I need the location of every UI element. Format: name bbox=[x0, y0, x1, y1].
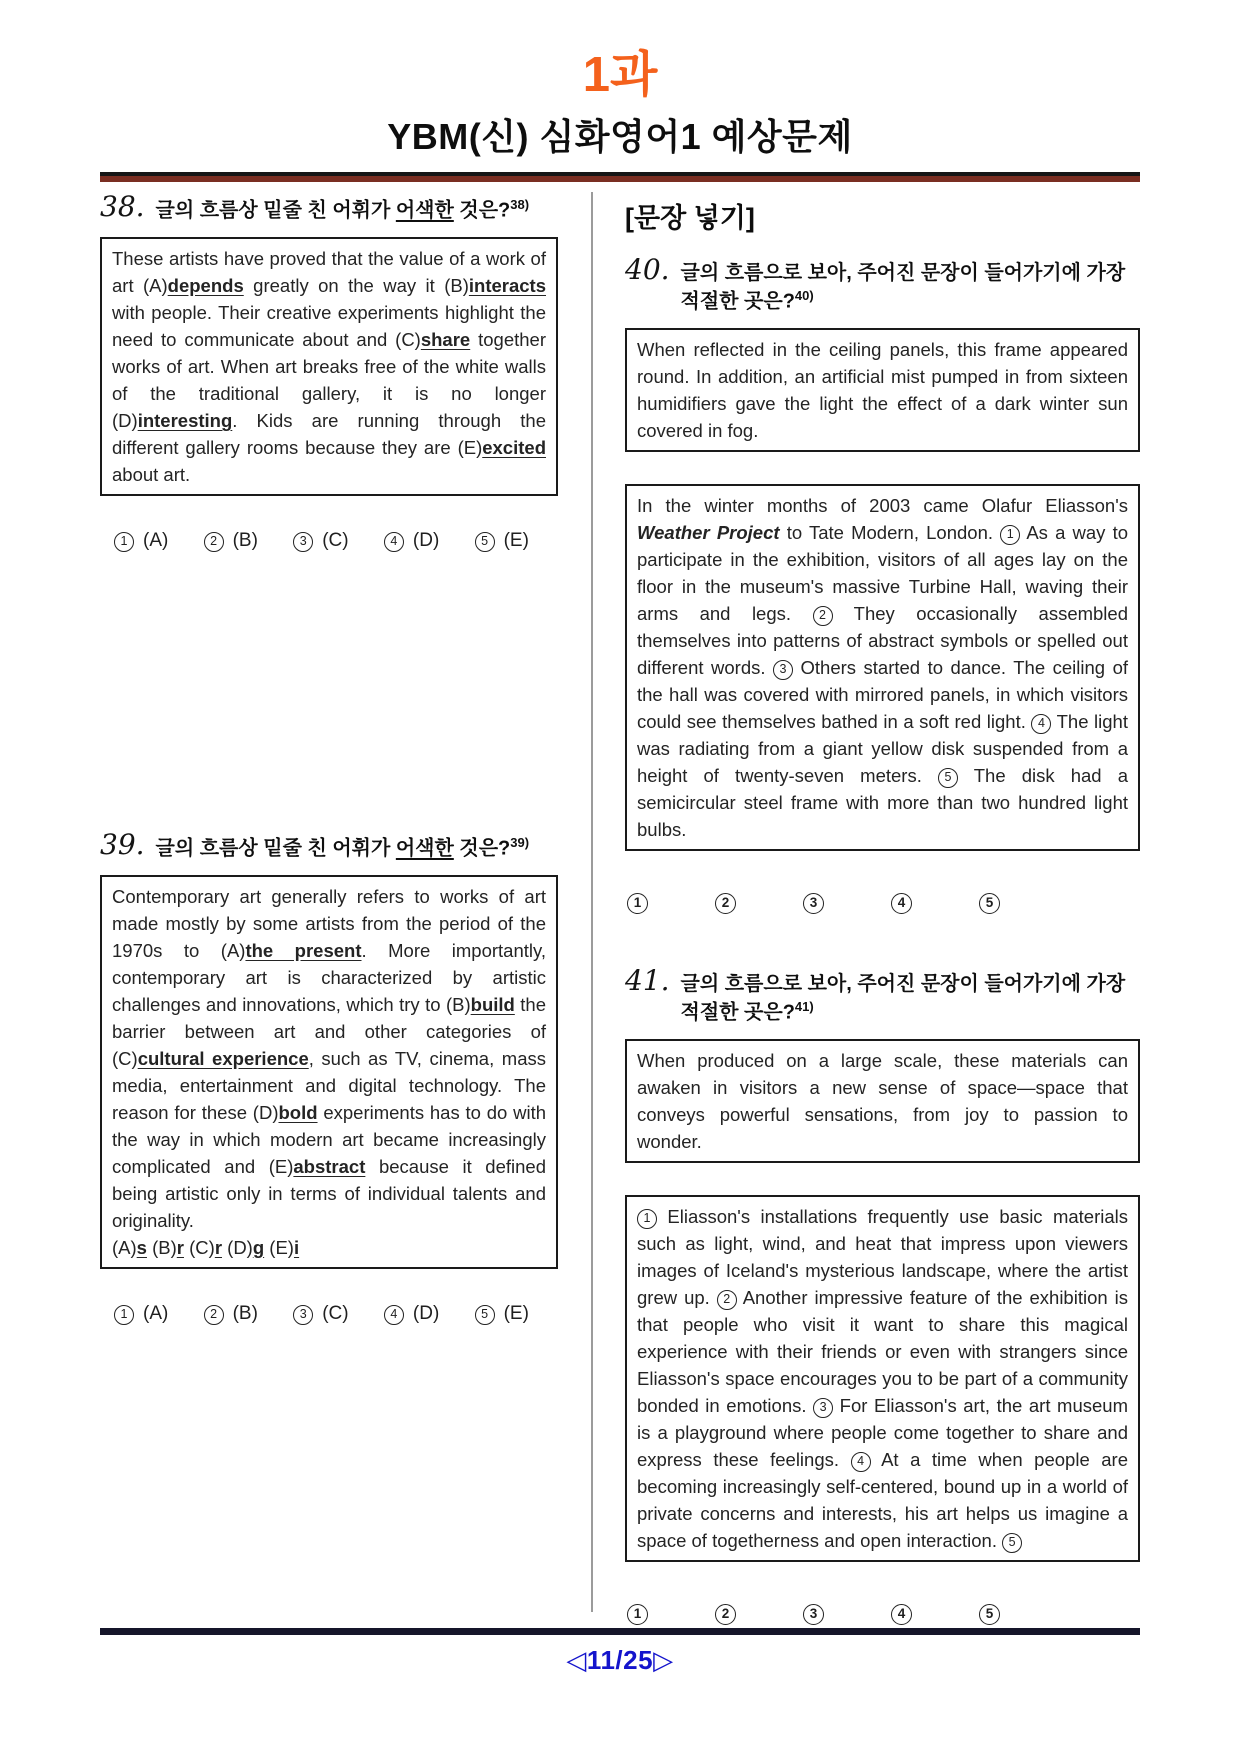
content-columns bbox=[100, 192, 1140, 1624]
right-column bbox=[625, 192, 1140, 1624]
passage-text: These artists have proved that the value of a work of art (A)depends greatly on the way it (B)interacts with people. Their creative experiments highlight the need to communicate about and (C)share together works of art. When art breaks free of the white walls of the traditional gallery, it is no longer (D)interesting. Kids are running through the different gallery rooms because they are (E)excited about art. bbox=[112, 248, 546, 486]
choice-label: (E) bbox=[503, 530, 529, 552]
question-39-header bbox=[100, 830, 558, 863]
choice-option-2[interactable]: 2 bbox=[715, 893, 736, 914]
answer-hint-line: (A)s (B)r (C)r (D)g (E)i bbox=[112, 1236, 300, 1258]
question-40-header bbox=[625, 255, 1140, 316]
question-39 bbox=[100, 830, 558, 1325]
question-40-choices bbox=[625, 893, 1140, 914]
question-38-header bbox=[100, 192, 558, 225]
passage-text: Contemporary art generally refers to works of art made mostly by some artists from the period of the 1970s to (A)the present. More importantly, contemporary art is characterized by artistic challenges and innovations, which try to (B)build the barrier between art and other categories of (C)cultural experience, such as TV, cinema, mass media, entertainment and digital technology. The reason for these (D)bold experiments has to do with the way in which modern art became increasingly complicated and (E)abstract because it defined being artistic only in terms of individual talents and originality. bbox=[112, 885, 547, 1231]
passage-text: 1 Eliasson's installations frequently use basic materials such as light, wind, and heat that impress upon viewers images of Iceland's mysterious landscape, where the artist grew up. 2 Another impressive feature of the exhibition is that people who visit it want to share this magical experience with their friends or even with strangers since Eliasson's space encourages you to be part of a community bonded in emotions. 3 For Eliasson's art, the art museum is a playground where people come together to share and express these feelings. 4 At a time when people are becoming increasingly self-centered, bound up in a world of private concerns and interests, his art helps us imagine a space of togetherness and open interaction. 5 bbox=[637, 1205, 1129, 1551]
question-41-passage-box bbox=[625, 1195, 1140, 1562]
given-sentence-text: When reflected in the ceiling panels, this frame appeared round. In addition, an artificial mist pumped in from sixteen humidifiers gave the light the effect of a dark winter sun covered in fog. bbox=[637, 339, 1128, 442]
footer-rule bbox=[100, 1628, 1140, 1635]
page-header bbox=[0, 0, 1240, 160]
choice-option-5[interactable]: 5 bbox=[979, 1604, 1000, 1625]
column-divider bbox=[591, 192, 593, 1612]
circled-number: 3 bbox=[293, 1305, 313, 1325]
left-column bbox=[100, 192, 558, 1624]
passage-text: In the winter months of 2003 came Olafur Eliasson's Weather Project to Tate Modern, London. 1 As a way to participate in the exhibition, visitors of all ages lay on the floor in the museum's massive Turbine Hall, waving their arms and legs. 2 They occasionally assembled themselves into patterns of abstract symbols or spelled out different words. 3 Others started to dance. The ceiling of the hall was covered with mirrored panels, in which visitors could see themselves bathed in a soft red light. 4 The light was radiating from a giant yellow disk suspended from a height of twenty-seven meters. 5 The disk had a semicircular steel frame with more than two hundred light bulbs. bbox=[637, 495, 1129, 841]
choice-option-1[interactable] bbox=[114, 1303, 168, 1324]
footnote-ref: 39) bbox=[510, 835, 530, 851]
choice-label: (C) bbox=[322, 1302, 349, 1324]
choice-option-2[interactable] bbox=[204, 1303, 258, 1324]
circled-number: 2 bbox=[204, 532, 224, 552]
footnote-ref: 40) bbox=[794, 288, 814, 304]
circled-number: 1 bbox=[114, 532, 134, 552]
question-prompt: 글의 흐름으로 보아, 주어진 문장이 들어가기에 가장 적절한 곳은?$^{40)}$ bbox=[680, 262, 1126, 314]
choice-label: (D) bbox=[412, 1302, 440, 1324]
circled-number: 1 bbox=[114, 1305, 134, 1325]
choice-label: (B) bbox=[232, 530, 258, 552]
choice-option-3[interactable]: 3 bbox=[803, 893, 824, 914]
choice-option-2[interactable] bbox=[204, 530, 258, 551]
question-40-passage-box bbox=[625, 484, 1140, 851]
question-38-passage-box bbox=[100, 237, 558, 496]
question-prompt: 글의 흐름으로 보아, 주어진 문장이 들어가기에 가장 적절한 곳은?$^{41)}$ bbox=[680, 973, 1126, 1024]
question-number: 41. bbox=[625, 964, 670, 998]
footnote-ref: 38) bbox=[510, 197, 530, 213]
circled-number: 3 bbox=[293, 532, 313, 552]
question-number: 38. bbox=[100, 190, 145, 224]
choice-option-2[interactable]: 2 bbox=[715, 1604, 736, 1625]
question-41-header bbox=[625, 966, 1140, 1027]
question-40-given-sentence-box bbox=[625, 328, 1140, 452]
choice-option-1[interactable] bbox=[114, 530, 168, 551]
choice-label: (D) bbox=[412, 530, 440, 552]
lesson-label: 1과 bbox=[582, 48, 658, 102]
choice-option-4[interactable] bbox=[384, 1303, 439, 1324]
question-41-choices bbox=[625, 1604, 1140, 1625]
choice-label: (C) bbox=[322, 530, 349, 552]
circled-number: 4 bbox=[384, 1305, 404, 1325]
page-number: 11/25 bbox=[586, 1645, 654, 1675]
question-41-given-sentence-box bbox=[625, 1039, 1140, 1163]
next-page-arrow-icon[interactable]: ▷ bbox=[653, 1645, 674, 1675]
choice-option-3[interactable]: 3 bbox=[803, 1604, 824, 1625]
choice-option-4[interactable]: 4 bbox=[891, 893, 912, 914]
question-39-passage-box bbox=[100, 875, 558, 1269]
question-prompt: 글의 흐름상 밑줄 친 어휘가 어색한 것은?$^{38)}$ bbox=[155, 197, 530, 223]
question-40 bbox=[625, 255, 1140, 914]
choice-label: (A) bbox=[143, 530, 169, 552]
question-prompt: 글의 흐름상 밑줄 친 어휘가 어색한 것은?$^{39)}$ bbox=[155, 835, 530, 860]
choice-option-4[interactable] bbox=[384, 530, 439, 551]
choice-option-4[interactable]: 4 bbox=[891, 1604, 912, 1625]
question-39-choices bbox=[100, 1303, 558, 1325]
question-38 bbox=[100, 192, 558, 552]
choice-label: (B) bbox=[232, 1302, 258, 1324]
choice-option-1[interactable]: 1 bbox=[627, 1604, 648, 1625]
choice-option-5[interactable]: 5 bbox=[979, 893, 1000, 914]
choice-label: (E) bbox=[503, 1302, 529, 1324]
choice-option-3[interactable] bbox=[293, 1303, 348, 1324]
document-title: YBM(신) 심화영어1 예상문제 bbox=[387, 116, 853, 158]
choice-label: (A) bbox=[143, 1302, 169, 1324]
given-sentence-text: When produced on a large scale, these materials can awaken in visitors a new sense of space—space that conveys powerful sensations, from joy to passion to wonder. bbox=[637, 1049, 1128, 1152]
circled-number: 5 bbox=[475, 532, 495, 552]
footnote-ref: 41) bbox=[794, 999, 814, 1015]
question-number: 40. bbox=[625, 253, 670, 287]
question-38-choices bbox=[100, 530, 558, 552]
prev-page-arrow-icon[interactable]: ◁ bbox=[566, 1645, 587, 1675]
section-header: [문장 넣기] bbox=[625, 203, 755, 234]
choice-option-5[interactable] bbox=[475, 1303, 529, 1324]
header-rule bbox=[100, 172, 1140, 182]
page-indicator bbox=[0, 1645, 1240, 1676]
choice-option-3[interactable] bbox=[293, 530, 348, 551]
circled-number: 5 bbox=[475, 1305, 495, 1325]
circled-number: 4 bbox=[384, 532, 404, 552]
choice-option-5[interactable] bbox=[475, 530, 529, 551]
question-number: 39. bbox=[100, 828, 145, 862]
circled-number: 2 bbox=[204, 1305, 224, 1325]
question-41 bbox=[625, 966, 1140, 1625]
choice-option-1[interactable]: 1 bbox=[627, 893, 648, 914]
